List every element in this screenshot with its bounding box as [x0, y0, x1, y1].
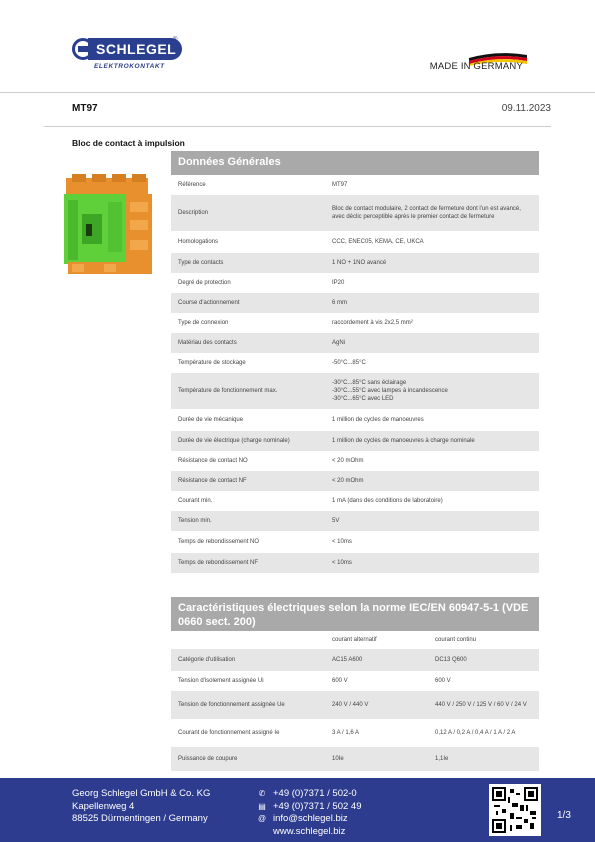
row-value: raccordement à vis 2x2,5 mm² — [332, 320, 413, 326]
row-label: Type de contacts — [178, 260, 224, 266]
fax-number: +49 (0)7371 / 502 49 — [273, 800, 362, 812]
row-value-dc: DC13 Q600 — [435, 657, 467, 663]
table-row — [171, 409, 539, 431]
table-row — [171, 649, 539, 671]
row-label: Course d'actionnement — [178, 300, 240, 306]
row-label: Courant de fonctionnement assigné Ie — [178, 730, 280, 736]
table-row — [171, 195, 539, 231]
table-row — [171, 671, 539, 691]
column-header-ac: courant alternatif — [332, 637, 377, 643]
row-label: Durée de vie mécanique — [178, 417, 244, 423]
row-value-ac: 3 A / 1,6 A — [332, 730, 360, 736]
row-value-line: -30°C...85°C sans éclairage — [332, 380, 407, 386]
row-label: Température de stockage — [178, 360, 246, 366]
table-row — [171, 531, 539, 553]
table-row — [171, 471, 539, 491]
row-label: Puissance de coupure — [178, 756, 238, 762]
email-link[interactable]: info@schlegel.biz — [273, 813, 348, 824]
qr-code-icon — [492, 787, 538, 833]
table-column-headers — [171, 631, 539, 649]
row-label: Catégorie d'utilisation — [178, 657, 236, 663]
section-header-general: Données Générales — [171, 151, 539, 175]
table-row — [171, 431, 539, 451]
table-row — [171, 293, 539, 313]
document-date: 09.11.2023 — [501, 103, 551, 114]
company-name: Georg Schlegel GmbH & Co. KG — [72, 788, 211, 799]
row-value: < 10ms — [332, 560, 352, 566]
row-value: < 10ms — [332, 539, 352, 545]
row-value: CCC, ENEC05, KEMA, CE, UKCA — [332, 239, 424, 245]
row-value-ac: 240 V / 440 V — [332, 702, 369, 708]
row-label: Résistance de contact NF — [178, 478, 247, 484]
row-value: < 20 mOhm — [332, 478, 364, 484]
row-value-multiline — [332, 379, 539, 403]
row-value-line: -30°C...55°C avec lampes à incandescence — [332, 388, 448, 394]
section-header-electrical: Caractéristiques électriques selon la norme IEC/EN 60947-5-1 (VDE 0660 sect. 200) — [171, 597, 539, 631]
row-value: IP20 — [332, 280, 345, 286]
row-label: Tension min. — [178, 518, 212, 524]
footer-contact — [257, 788, 362, 838]
phone-number[interactable]: +49 (0)7371 / 502-0 — [273, 788, 357, 799]
table-row — [171, 553, 539, 573]
fax-icon: ▤ — [258, 801, 266, 811]
row-label: Durée de vie électrique (charge nominale) — [178, 438, 290, 444]
row-label: Tension d'isolement assignée Ui — [178, 678, 264, 684]
table-row — [171, 747, 539, 771]
made-in-germany: MADE IN GERMANY — [429, 61, 523, 72]
table-row — [171, 511, 539, 531]
footer-address — [72, 788, 210, 826]
row-value: Bloc de contact modulaire, 2 contact de fermeture dont l'un est avancé, avec déclic perceptible après le premier contact de fermeture — [332, 206, 521, 220]
table-row — [171, 253, 539, 273]
product-code: MT97 — [72, 103, 98, 114]
product-subtitle: Bloc de contact à impulsion — [72, 138, 185, 148]
row-value: 1 mA (dans des conditions de laboratoire) — [332, 498, 443, 504]
phone-icon: ✆ — [258, 789, 266, 798]
row-label: Temps de rebondissement NF — [178, 560, 259, 566]
table-row — [171, 353, 539, 373]
row-value: 6 mm — [332, 300, 347, 306]
row-value: AgNi — [332, 340, 346, 346]
table-row — [171, 451, 539, 471]
table-row — [171, 691, 539, 719]
row-label: Description — [178, 210, 209, 216]
table-row — [171, 333, 539, 353]
website-link[interactable]: www.schlegel.biz — [273, 825, 346, 837]
row-label: Référence — [178, 182, 206, 188]
row-value: < 20 mOhm — [332, 458, 364, 464]
row-label: Degré de protection — [178, 280, 231, 286]
logo-wordmark: SCHLEGEL — [88, 38, 182, 60]
street: Kapellenweg 4 — [72, 800, 135, 812]
page-number: 1/3 — [557, 810, 571, 821]
table-row — [171, 231, 539, 253]
row-label: Température de fonctionnement max. — [178, 388, 278, 394]
row-label: Tension de fonctionnement assignée Ue — [178, 702, 285, 708]
row-value-dc: 0,12 A / 0,2 A / 0,4 A / 1 A / 2 A — [435, 730, 516, 736]
row-value: -50°C...85°C — [332, 360, 366, 366]
row-value-line: -30°C...65°C avec LED — [332, 396, 394, 402]
row-label: Courant min. — [178, 498, 213, 504]
email-icon: @ — [257, 814, 267, 823]
table-row — [171, 373, 539, 409]
row-value: 1 million de cycles de manoeuvres — [332, 417, 424, 423]
table-row — [171, 313, 539, 333]
row-value-ac: AC15 A600 — [332, 657, 363, 663]
table-row — [171, 719, 539, 747]
product-image — [58, 168, 158, 278]
row-value-ac: 600 V — [332, 678, 348, 684]
table-row — [171, 273, 539, 293]
row-value: MT97 — [332, 182, 348, 188]
row-label: Résistance de contact NO — [178, 458, 248, 464]
row-label: Temps de rebondissement NO — [178, 539, 260, 545]
row-value-ac: 10Ie — [332, 756, 344, 762]
header-divider — [0, 92, 595, 93]
row-value: 1 NO + 1NO avancé — [332, 260, 387, 266]
logo-subtitle: ELEKTROKONTAKT — [94, 63, 165, 70]
row-value-dc: 440 V / 250 V / 125 V / 60 V / 24 V — [435, 702, 527, 708]
row-value-dc: 600 V — [435, 678, 451, 684]
title-divider — [44, 126, 551, 127]
footer — [0, 778, 595, 842]
row-value-dc: 1,1Ie — [435, 756, 449, 762]
row-value: 5V — [332, 518, 340, 524]
city: 88525 Dürmentingen / Germany — [72, 813, 208, 824]
row-label: Type de connexion — [178, 320, 229, 326]
row-value: 1 million de cycles de manoeuvres à charge nominale — [332, 438, 475, 444]
registered-mark: ® — [173, 37, 178, 43]
table-row — [171, 491, 539, 511]
schlegel-logo — [72, 38, 182, 72]
qr-code[interactable] — [489, 784, 541, 836]
column-header-dc: courant continu — [435, 637, 477, 643]
row-label: Homologations — [178, 239, 219, 245]
row-label: Matériau des contacts — [178, 340, 237, 346]
table-row — [171, 175, 539, 195]
